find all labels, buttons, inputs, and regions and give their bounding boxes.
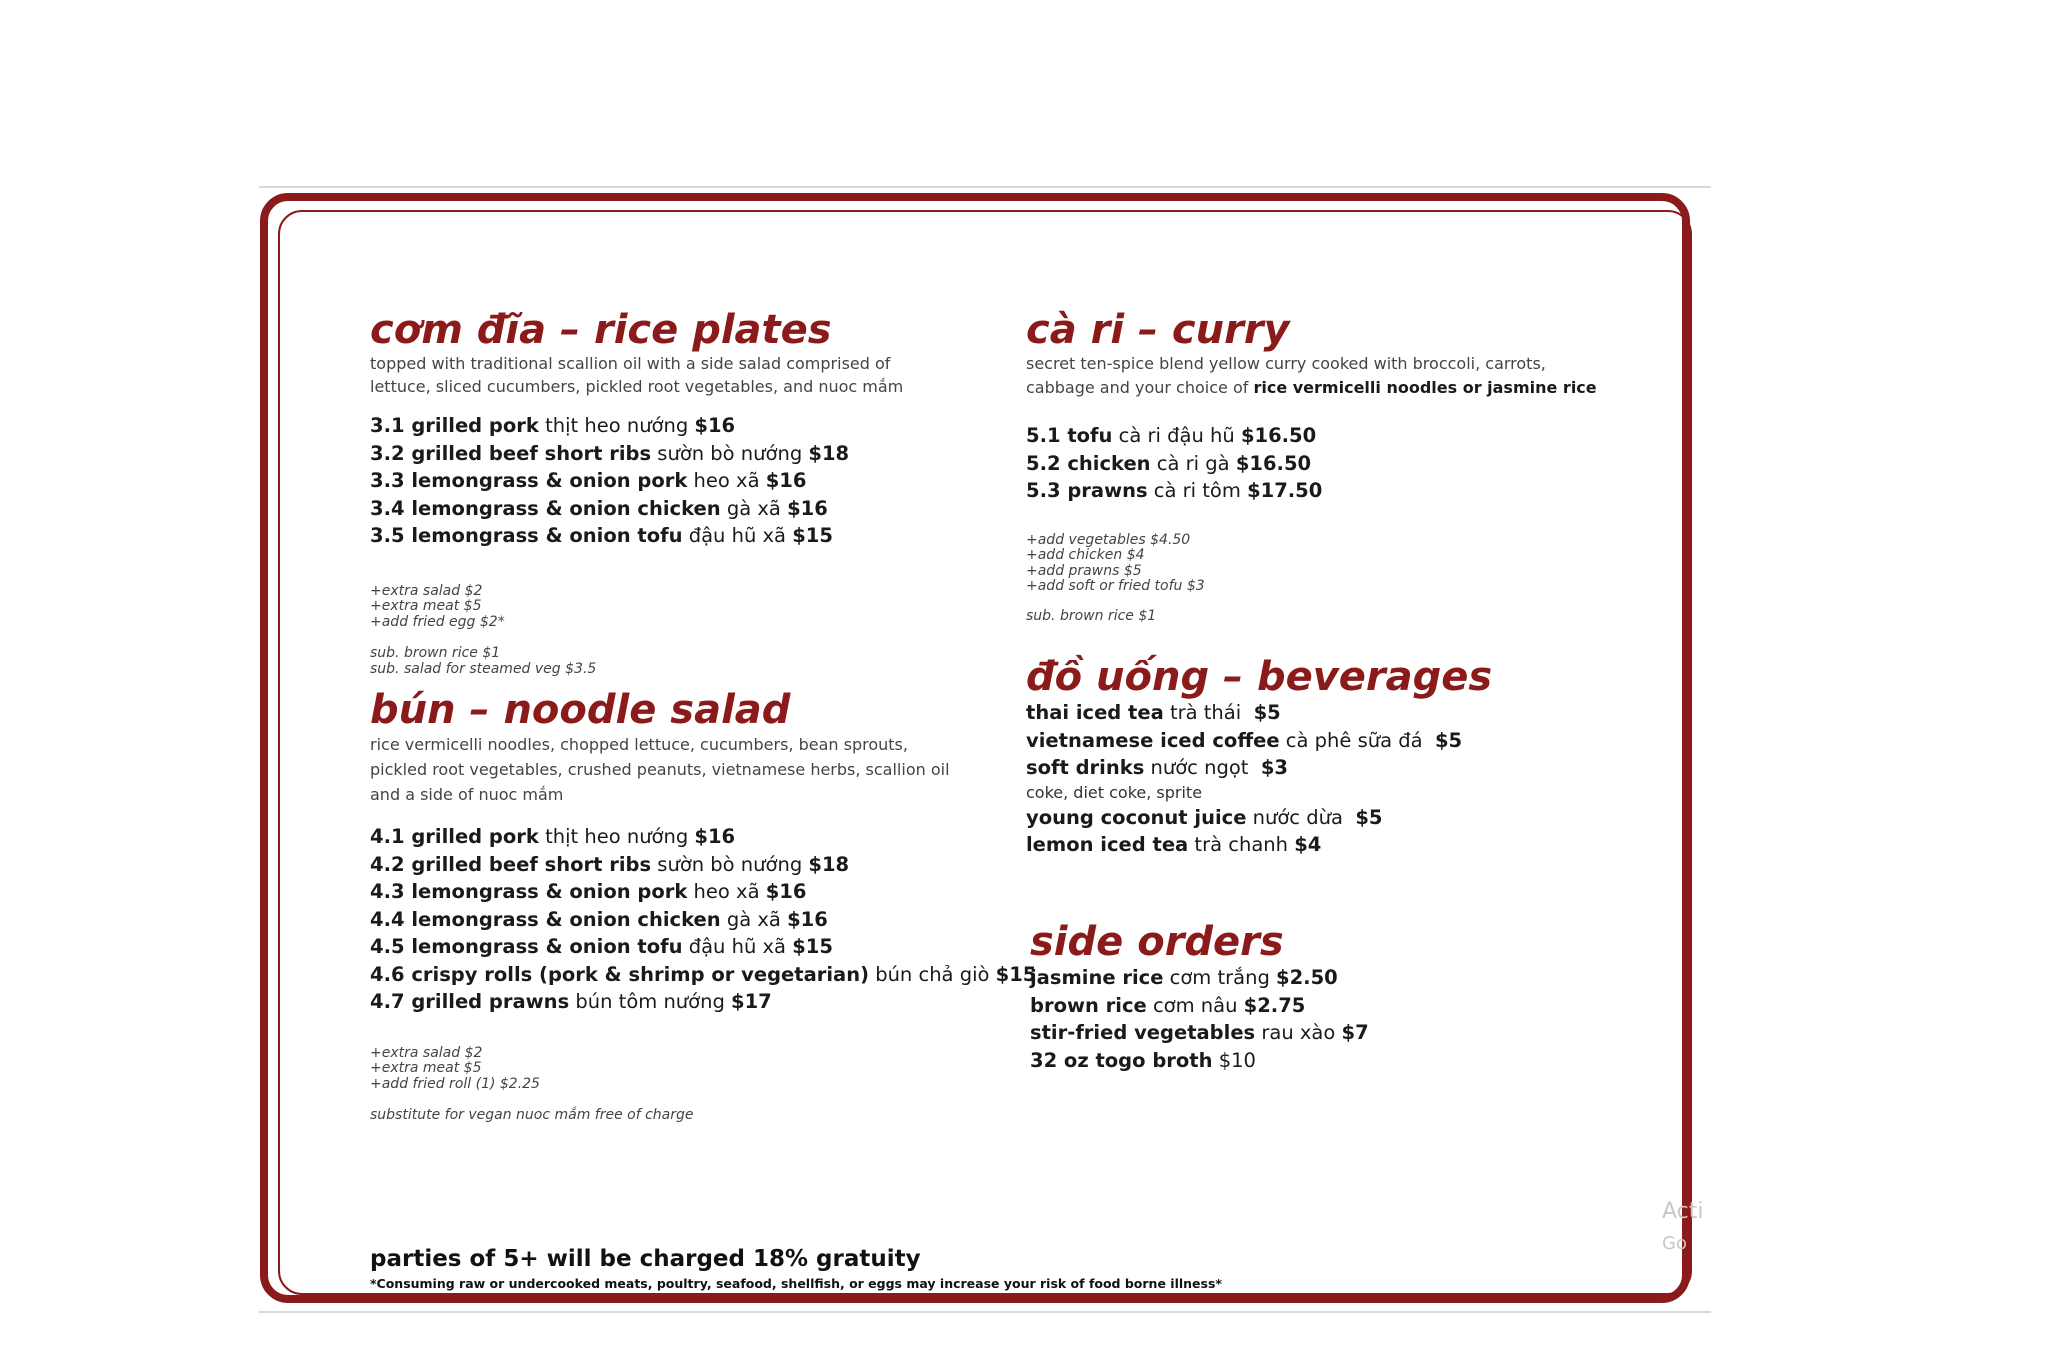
sub-note: sub. salad for steamed veg $3.5 bbox=[370, 660, 597, 677]
section-curry bbox=[1026, 308, 1597, 624]
food-warning: *Consuming raw or undercooked meats, poultry, seafood, shellfish, or eggs may increase your risk of food borne illness* bbox=[370, 1276, 1222, 1291]
item-list bbox=[370, 823, 1036, 1016]
menu-item: 3.2 grilled beef short ribs sườn bò nướng $18 bbox=[370, 441, 850, 465]
section-description: topped with traditional scallion oil with a side salad comprised of bbox=[370, 354, 891, 373]
menu-item: brown rice cơm nâu $2.75 bbox=[1030, 993, 1306, 1017]
section-description: rice vermicelli noodles, chopped lettuce, cucumbers, bean sprouts, bbox=[370, 735, 908, 754]
section-description: lettuce, sliced cucumbers, pickled root vegetables, and nuoc mắm bbox=[370, 377, 904, 396]
sub-note: sub. brown rice $1 bbox=[1026, 607, 1157, 624]
menu-item: stir-fried vegetables rau xào $7 bbox=[1030, 1021, 1369, 1044]
soft-drinks-note: coke, diet coke, sprite bbox=[1026, 782, 1203, 802]
extra-note: +extra salad $2 bbox=[370, 582, 483, 599]
section-title: cơm đĩa – rice plates bbox=[370, 307, 832, 353]
menu-item: 32 oz togo broth $10 bbox=[1030, 1048, 1256, 1072]
menu-item: soft drinks nước ngọt $3 bbox=[1026, 756, 1288, 779]
extra-note: +add soft or fried tofu $3 bbox=[1026, 578, 1205, 594]
section-noodle-salad bbox=[370, 688, 1036, 1124]
menu-item: 4.2 grilled beef short ribs sườn bò nướng $18 bbox=[370, 852, 850, 876]
section-description: pickled root vegetables, crushed peanuts, vietnamese herbs, scallion oil bbox=[370, 760, 950, 779]
page-bottom-edge bbox=[259, 1311, 1711, 1313]
extra-note: +extra salad $2 bbox=[370, 1044, 483, 1061]
menu-item: 4.6 crispy rolls (pork & shrimp or vegetarian) bún chả giò $15 bbox=[370, 962, 1037, 986]
menu-item: thai iced tea trà thái $5 bbox=[1026, 701, 1281, 724]
menu-item: lemon iced tea trà chanh $4 bbox=[1026, 833, 1322, 856]
menu-item: 5.1 tofu cà ri đậu hũ $16.50 bbox=[1026, 424, 1317, 447]
section-side-orders bbox=[1030, 920, 1369, 1074]
menu-item: 4.5 lemongrass & onion tofu đậu hũ xã $15 bbox=[370, 935, 833, 958]
item-list bbox=[1026, 422, 1597, 505]
extra-note: +add fried egg $2* bbox=[370, 613, 505, 630]
extra-note: +add fried roll (1) $2.25 bbox=[370, 1075, 540, 1092]
section-description: and a side of nuoc mắm bbox=[370, 785, 564, 804]
menu-item: jasmine rice cơm trắng $2.50 bbox=[1030, 966, 1338, 989]
sub-note: sub. brown rice $1 bbox=[370, 645, 501, 661]
menu-item: 3.3 lemongrass & onion pork heo xã $16 bbox=[370, 469, 807, 492]
section-description: cabbage and your choice of rice vermicelli noodles or jasmine rice bbox=[1026, 378, 1597, 397]
extra-note: +add chicken $4 bbox=[1026, 547, 1145, 563]
gratuity-notice: parties of 5+ will be charged 18% gratuity bbox=[370, 1246, 921, 1272]
menu-item: 5.2 chicken cà ri gà $16.50 bbox=[1026, 451, 1312, 475]
menu-item: 4.4 lemongrass & onion chicken gà xã $16 bbox=[370, 907, 828, 931]
extra-note: +extra meat $5 bbox=[370, 598, 482, 614]
section-title: cà ri – curry bbox=[1026, 307, 1290, 353]
substitute-note: substitute for vegan nuoc mắm free of charge bbox=[370, 1107, 694, 1123]
section-description: secret ten-spice blend yellow curry cooked with broccoli, carrots, bbox=[1026, 354, 1546, 373]
extra-note: +add vegetables $4.50 bbox=[1026, 531, 1191, 548]
menu-item: 4.1 grilled pork thịt heo nướng $16 bbox=[370, 825, 736, 848]
extra-note: +extra meat $5 bbox=[370, 1060, 482, 1076]
section-title: side orders bbox=[1030, 919, 1284, 965]
menu-item: 4.3 lemongrass & onion pork heo xã $16 bbox=[370, 880, 807, 903]
menu-item: 4.7 grilled prawns bún tôm nướng $17 bbox=[370, 990, 772, 1013]
section-title: bún – noodle salad bbox=[370, 687, 791, 733]
activation-watermark: Acti Go bbox=[1662, 1199, 1704, 1254]
section-title: đồ uống – beverages bbox=[1026, 654, 1493, 700]
menu-item: 3.4 lemongrass & onion chicken gà xã $16 bbox=[370, 496, 828, 520]
item-list bbox=[1026, 699, 1492, 859]
page-top-edge bbox=[259, 186, 1711, 188]
section-beverages bbox=[1026, 655, 1492, 859]
extra-note: +add prawns $5 bbox=[1026, 562, 1142, 579]
menu-item: 3.5 lemongrass & onion tofu đậu hũ xã $15 bbox=[370, 524, 833, 547]
menu-item: vietnamese iced coffee cà phê sữa đá $5 bbox=[1026, 728, 1463, 752]
menu-item: 3.1 grilled pork thịt heo nướng $16 bbox=[370, 414, 736, 437]
section-rice-plates bbox=[370, 308, 903, 677]
item-list bbox=[370, 412, 903, 550]
menu-item: young coconut juice nước dừa $5 bbox=[1026, 805, 1383, 829]
item-list bbox=[1030, 964, 1369, 1074]
menu-item: 5.3 prawns cà ri tôm $17.50 bbox=[1026, 479, 1323, 502]
